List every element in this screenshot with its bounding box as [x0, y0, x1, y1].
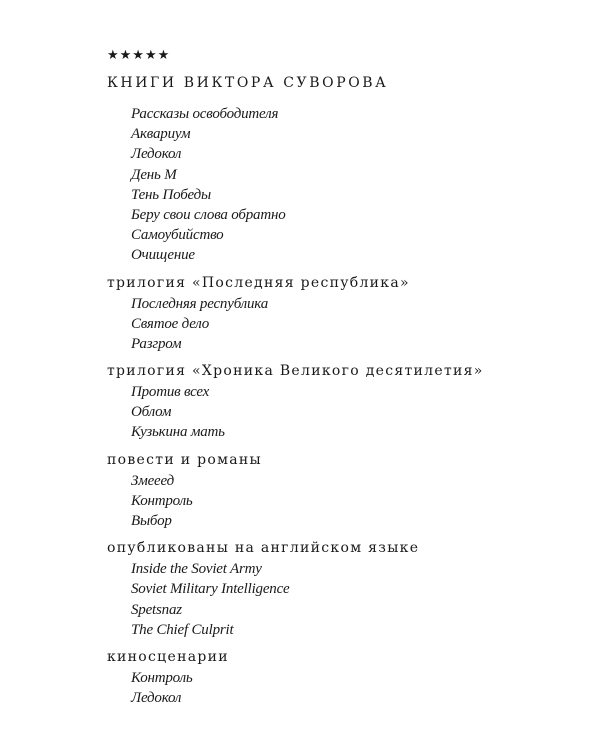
list-item: Ледокол: [131, 146, 182, 163]
book-list: [107, 382, 577, 443]
list-item: Контроль: [131, 669, 193, 686]
stars-ornament: ★★★★★: [107, 48, 171, 63]
list-item: Кузькина мать: [131, 424, 225, 441]
list-item: Выбор: [131, 513, 172, 529]
list-item: День М: [131, 166, 177, 183]
section-heading: трилогия «Хроника Великого десятилетия»: [107, 363, 484, 380]
list-item: Змееед: [131, 472, 174, 489]
section-heading: трилогия «Последняя республика»: [107, 274, 410, 291]
list-item: Контроль: [131, 492, 193, 509]
list-item: Разгром: [131, 335, 182, 352]
section-great-decade: [107, 361, 577, 443]
list-item: The Chief Culprit: [131, 621, 234, 638]
book-list: [107, 559, 577, 640]
section-heading: повести и романы: [107, 451, 262, 468]
list-item: Облом: [131, 404, 172, 421]
book-list: [107, 294, 577, 355]
section-screenplays: [107, 647, 577, 708]
section-heading: опубликованы на английском языке: [107, 540, 420, 557]
section-main-books: [107, 104, 577, 266]
list-item: Soviet Military Intelligence: [131, 581, 290, 598]
book-list: [107, 104, 577, 266]
book-list: [107, 471, 577, 532]
list-item: Spetsnaz: [131, 601, 182, 618]
list-item: Тень Победы: [131, 186, 211, 203]
section-novels: [107, 450, 577, 532]
list-item: Беру свои слова обратно: [131, 206, 286, 223]
section-english: [107, 538, 577, 640]
section-heading: киносценарии: [107, 648, 229, 665]
section-last-republic: [107, 273, 577, 355]
list-item: Ледокол: [131, 690, 182, 707]
list-item: Очищение: [131, 247, 195, 264]
list-item: Против всех: [131, 384, 210, 401]
page-title: КНИГИ ВИКТОРА СУВОРОВА: [107, 75, 389, 91]
list-item: Аквариум: [131, 126, 191, 143]
list-item: Самоубийство: [131, 227, 224, 244]
book-list: [107, 668, 577, 708]
list-item: Последняя республика: [131, 295, 269, 312]
book-list-page: [107, 46, 577, 708]
list-item: Inside the Soviet Army: [131, 561, 262, 578]
list-item: Святое дело: [131, 315, 210, 332]
list-item: Рассказы освободителя: [131, 106, 279, 122]
